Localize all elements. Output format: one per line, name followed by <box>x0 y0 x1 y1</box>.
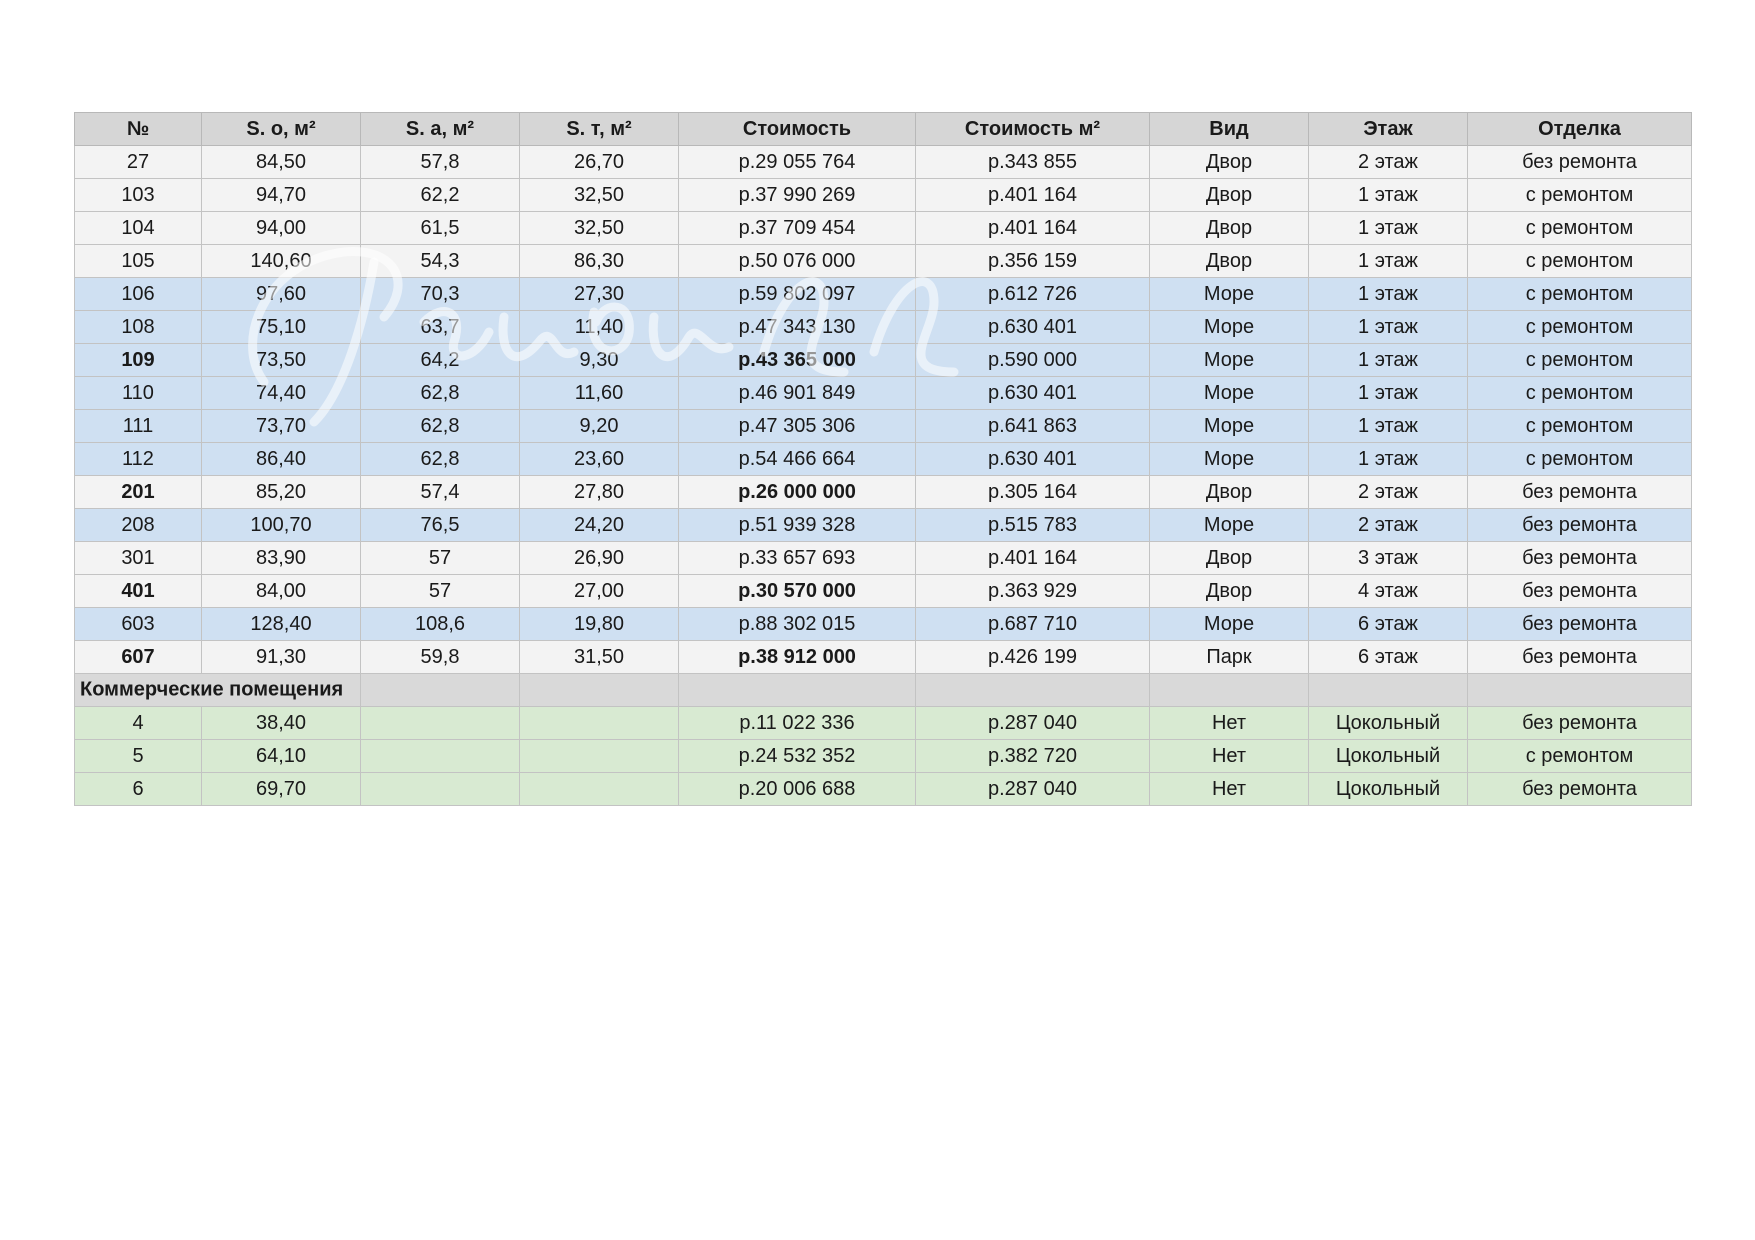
cell-number[interactable]: 110 <box>75 377 202 410</box>
cell-price[interactable]: р.20 006 688 <box>679 773 916 806</box>
cell-view[interactable]: Нет <box>1150 740 1309 773</box>
cell-number[interactable]: 103 <box>75 179 202 212</box>
cell-price-per-m2[interactable]: р.630 401 <box>916 443 1150 476</box>
cell-price-per-m2[interactable]: р.590 000 <box>916 344 1150 377</box>
cell-number[interactable]: 4 <box>75 707 202 740</box>
cell-area-total[interactable]: 94,70 <box>202 179 361 212</box>
cell-price[interactable]: р.29 055 764 <box>679 146 916 179</box>
cell-area-total[interactable]: 94,00 <box>202 212 361 245</box>
cell-area-apartment[interactable]: 62,8 <box>361 377 520 410</box>
cell-price-per-m2[interactable]: р.630 401 <box>916 377 1150 410</box>
cell-view[interactable]: Море <box>1150 509 1309 542</box>
cell-price[interactable]: р.38 912 000 <box>679 641 916 674</box>
cell-price[interactable]: р.88 302 015 <box>679 608 916 641</box>
units-body <box>75 146 1692 806</box>
cell-floor[interactable]: Цокольный <box>1309 740 1468 773</box>
cell-number[interactable]: 5 <box>75 740 202 773</box>
cell-price-per-m2[interactable]: р.287 040 <box>916 773 1150 806</box>
cell-view[interactable]: Нет <box>1150 773 1309 806</box>
cell-price[interactable]: р.37 709 454 <box>679 212 916 245</box>
cell-view[interactable]: Море <box>1150 377 1309 410</box>
cell-area-terrace[interactable]: 9,20 <box>520 410 679 443</box>
cell-floor[interactable]: 1 этаж <box>1309 179 1468 212</box>
section-empty-cell[interactable] <box>1309 674 1468 707</box>
cell-number[interactable]: 301 <box>75 542 202 575</box>
cell-price-per-m2[interactable]: р.363 929 <box>916 575 1150 608</box>
cell-number[interactable]: 6 <box>75 773 202 806</box>
table-row-commercial[interactable] <box>75 740 1692 773</box>
cell-price[interactable]: р.37 990 269 <box>679 179 916 212</box>
cell-area-apartment[interactable]: 59,8 <box>361 641 520 674</box>
cell-floor[interactable]: 4 этаж <box>1309 575 1468 608</box>
table-row[interactable] <box>75 476 1692 509</box>
cell-price-per-m2[interactable]: р.630 401 <box>916 311 1150 344</box>
cell-area-apartment[interactable]: 61,5 <box>361 212 520 245</box>
cell-floor[interactable]: 1 этаж <box>1309 410 1468 443</box>
cell-view[interactable]: Море <box>1150 443 1309 476</box>
cell-number[interactable]: 607 <box>75 641 202 674</box>
cell-price-per-m2[interactable]: р.356 159 <box>916 245 1150 278</box>
cell-price[interactable]: р.59 802 097 <box>679 278 916 311</box>
cell-number[interactable]: 109 <box>75 344 202 377</box>
cell-price-per-m2[interactable]: р.426 199 <box>916 641 1150 674</box>
cell-area-total[interactable]: 83,90 <box>202 542 361 575</box>
cell-view[interactable]: Двор <box>1150 146 1309 179</box>
cell-floor[interactable]: 2 этаж <box>1309 509 1468 542</box>
cell-finish[interactable]: с ремонтом <box>1468 377 1692 410</box>
cell-finish[interactable]: без ремонта <box>1468 773 1692 806</box>
cell-area-apartment[interactable]: 57,4 <box>361 476 520 509</box>
table-row-commercial[interactable] <box>75 707 1692 740</box>
cell-finish[interactable]: с ремонтом <box>1468 740 1692 773</box>
cell-area-total[interactable]: 84,50 <box>202 146 361 179</box>
table-row[interactable] <box>75 410 1692 443</box>
header-floor[interactable]: Этаж <box>1309 113 1468 146</box>
section-row-commercial <box>75 674 1692 707</box>
cell-number[interactable]: 106 <box>75 278 202 311</box>
cell-floor[interactable]: 1 этаж <box>1309 278 1468 311</box>
cell-price-per-m2[interactable]: р.305 164 <box>916 476 1150 509</box>
cell-area-apartment[interactable]: 64,2 <box>361 344 520 377</box>
cell-floor[interactable]: Цокольный <box>1309 773 1468 806</box>
cell-area-terrace[interactable]: 9,30 <box>520 344 679 377</box>
cell-price-per-m2[interactable]: р.287 040 <box>916 707 1150 740</box>
table-row[interactable] <box>75 278 1692 311</box>
cell-price[interactable]: р.26 000 000 <box>679 476 916 509</box>
cell-area-total[interactable]: 73,70 <box>202 410 361 443</box>
cell-area-terrace[interactable] <box>520 773 679 806</box>
cell-area-terrace[interactable]: 86,30 <box>520 245 679 278</box>
cell-number[interactable]: 27 <box>75 146 202 179</box>
cell-area-apartment[interactable] <box>361 773 520 806</box>
cell-area-apartment[interactable]: 57 <box>361 575 520 608</box>
cell-area-apartment[interactable]: 62,2 <box>361 179 520 212</box>
cell-area-total[interactable]: 75,10 <box>202 311 361 344</box>
cell-price-per-m2[interactable]: р.401 164 <box>916 542 1150 575</box>
section-label: Коммерческие помещения <box>80 678 344 701</box>
table-row[interactable] <box>75 344 1692 377</box>
cell-price[interactable]: р.30 570 000 <box>679 575 916 608</box>
cell-view[interactable]: Море <box>1150 608 1309 641</box>
cell-area-terrace[interactable]: 11,60 <box>520 377 679 410</box>
header-view[interactable]: Вид <box>1150 113 1309 146</box>
cell-finish[interactable]: с ремонтом <box>1468 443 1692 476</box>
section-empty-cell[interactable] <box>520 674 679 707</box>
cell-area-terrace[interactable] <box>520 707 679 740</box>
cell-area-terrace[interactable]: 11,40 <box>520 311 679 344</box>
section-empty-cell[interactable] <box>1468 674 1692 707</box>
cell-floor[interactable]: 2 этаж <box>1309 476 1468 509</box>
section-empty-cell[interactable] <box>361 674 520 707</box>
cell-number[interactable]: 112 <box>75 443 202 476</box>
cell-finish[interactable]: с ремонтом <box>1468 344 1692 377</box>
cell-area-apartment[interactable]: 57,8 <box>361 146 520 179</box>
cell-number[interactable]: 201 <box>75 476 202 509</box>
cell-price[interactable]: р.47 305 306 <box>679 410 916 443</box>
cell-area-total[interactable]: 69,70 <box>202 773 361 806</box>
cell-view[interactable]: Двор <box>1150 212 1309 245</box>
cell-area-apartment[interactable]: 70,3 <box>361 278 520 311</box>
cell-finish[interactable]: с ремонтом <box>1468 179 1692 212</box>
cell-area-terrace[interactable] <box>520 740 679 773</box>
cell-price[interactable]: р.24 532 352 <box>679 740 916 773</box>
cell-floor[interactable]: 2 этаж <box>1309 146 1468 179</box>
cell-number[interactable]: 111 <box>75 410 202 443</box>
cell-area-total[interactable]: 74,40 <box>202 377 361 410</box>
cell-finish[interactable]: без ремонта <box>1468 542 1692 575</box>
cell-area-apartment[interactable]: 62,8 <box>361 443 520 476</box>
cell-area-total[interactable]: 86,40 <box>202 443 361 476</box>
cell-view[interactable]: Море <box>1150 278 1309 311</box>
cell-area-apartment[interactable] <box>361 707 520 740</box>
table-row[interactable] <box>75 542 1692 575</box>
cell-view[interactable]: Двор <box>1150 476 1309 509</box>
table-row[interactable] <box>75 179 1692 212</box>
cell-price-per-m2[interactable]: р.382 720 <box>916 740 1150 773</box>
cell-price[interactable]: р.54 466 664 <box>679 443 916 476</box>
cell-finish[interactable]: без ремонта <box>1468 608 1692 641</box>
cell-floor[interactable]: Цокольный <box>1309 707 1468 740</box>
cell-price[interactable]: р.43 365 000 <box>679 344 916 377</box>
cell-price-per-m2[interactable]: р.612 726 <box>916 278 1150 311</box>
cell-price-per-m2[interactable]: р.687 710 <box>916 608 1150 641</box>
cell-floor[interactable]: 1 этаж <box>1309 212 1468 245</box>
section-empty-cell[interactable] <box>1150 674 1309 707</box>
cell-area-total[interactable]: 140,60 <box>202 245 361 278</box>
cell-view[interactable]: Море <box>1150 344 1309 377</box>
cell-area-terrace[interactable]: 31,50 <box>520 641 679 674</box>
cell-number[interactable]: 104 <box>75 212 202 245</box>
cell-number[interactable]: 401 <box>75 575 202 608</box>
cell-number[interactable]: 108 <box>75 311 202 344</box>
cell-price-per-m2[interactable]: р.343 855 <box>916 146 1150 179</box>
cell-area-apartment[interactable]: 54,3 <box>361 245 520 278</box>
cell-view[interactable]: Море <box>1150 311 1309 344</box>
cell-area-terrace[interactable]: 24,20 <box>520 509 679 542</box>
header-row <box>75 113 1692 146</box>
cell-floor[interactable]: 1 этаж <box>1309 443 1468 476</box>
cell-area-apartment[interactable]: 57 <box>361 542 520 575</box>
header-area-total[interactable]: S. о, м² <box>202 113 361 146</box>
cell-price[interactable]: р.50 076 000 <box>679 245 916 278</box>
cell-view[interactable]: Двор <box>1150 575 1309 608</box>
cell-area-apartment[interactable] <box>361 740 520 773</box>
table-row[interactable] <box>75 245 1692 278</box>
cell-area-total[interactable]: 38,40 <box>202 707 361 740</box>
cell-view[interactable]: Двор <box>1150 542 1309 575</box>
units-table <box>74 112 1692 806</box>
cell-area-terrace[interactable]: 27,00 <box>520 575 679 608</box>
cell-finish[interactable]: без ремонта <box>1468 575 1692 608</box>
cell-floor[interactable]: 3 этаж <box>1309 542 1468 575</box>
header-finish[interactable]: Отделка <box>1468 113 1692 146</box>
cell-finish[interactable]: без ремонта <box>1468 641 1692 674</box>
cell-area-terrace[interactable]: 19,80 <box>520 608 679 641</box>
cell-finish[interactable]: с ремонтом <box>1468 278 1692 311</box>
header-area-terrace[interactable]: S. т, м² <box>520 113 679 146</box>
header-area-apartment[interactable]: S. а, м² <box>361 113 520 146</box>
cell-price-per-m2[interactable]: р.641 863 <box>916 410 1150 443</box>
cell-area-terrace[interactable]: 27,80 <box>520 476 679 509</box>
table-row[interactable] <box>75 377 1692 410</box>
cell-finish[interactable]: с ремонтом <box>1468 410 1692 443</box>
price-sheet <box>74 112 1691 806</box>
header-price-per-m2[interactable]: Стоимость м² <box>916 113 1150 146</box>
section-empty-cell[interactable] <box>679 674 916 707</box>
cell-floor[interactable]: 1 этаж <box>1309 311 1468 344</box>
cell-price[interactable]: р.51 939 328 <box>679 509 916 542</box>
cell-price[interactable]: р.47 343 130 <box>679 311 916 344</box>
cell-finish[interactable]: без ремонта <box>1468 509 1692 542</box>
cell-area-total[interactable]: 64,10 <box>202 740 361 773</box>
table-row[interactable] <box>75 212 1692 245</box>
cell-area-terrace[interactable]: 23,60 <box>520 443 679 476</box>
cell-finish[interactable]: без ремонта <box>1468 146 1692 179</box>
cell-view[interactable]: Море <box>1150 410 1309 443</box>
cell-number[interactable]: 603 <box>75 608 202 641</box>
cell-view[interactable]: Парк <box>1150 641 1309 674</box>
cell-area-total[interactable]: 97,60 <box>202 278 361 311</box>
cell-price[interactable]: р.46 901 849 <box>679 377 916 410</box>
cell-finish[interactable]: без ремонта <box>1468 476 1692 509</box>
cell-view[interactable]: Двор <box>1150 179 1309 212</box>
cell-floor[interactable]: 6 этаж <box>1309 608 1468 641</box>
cell-price[interactable]: р.33 657 693 <box>679 542 916 575</box>
section-empty-cell[interactable] <box>916 674 1150 707</box>
header-number[interactable]: № <box>75 113 202 146</box>
cell-finish[interactable]: без ремонта <box>1468 707 1692 740</box>
table-row[interactable] <box>75 608 1692 641</box>
cell-area-apartment[interactable]: 63,7 <box>361 311 520 344</box>
table-row[interactable] <box>75 443 1692 476</box>
table-row-commercial[interactable] <box>75 773 1692 806</box>
section-label-cell[interactable] <box>75 674 361 707</box>
header-price[interactable]: Стоимость <box>679 113 916 146</box>
cell-view[interactable]: Двор <box>1150 245 1309 278</box>
table-row[interactable] <box>75 575 1692 608</box>
cell-floor[interactable]: 1 этаж <box>1309 245 1468 278</box>
table-row[interactable] <box>75 641 1692 674</box>
cell-floor[interactable]: 1 этаж <box>1309 344 1468 377</box>
cell-area-total[interactable]: 73,50 <box>202 344 361 377</box>
cell-area-terrace[interactable]: 32,50 <box>520 179 679 212</box>
cell-area-total[interactable]: 128,40 <box>202 608 361 641</box>
cell-view[interactable]: Нет <box>1150 707 1309 740</box>
cell-finish[interactable]: с ремонтом <box>1468 245 1692 278</box>
cell-area-total[interactable]: 85,20 <box>202 476 361 509</box>
cell-area-total[interactable]: 100,70 <box>202 509 361 542</box>
cell-number[interactable]: 105 <box>75 245 202 278</box>
cell-area-total[interactable]: 91,30 <box>202 641 361 674</box>
cell-price-per-m2[interactable]: р.401 164 <box>916 179 1150 212</box>
table-row[interactable] <box>75 509 1692 542</box>
table-row[interactable] <box>75 146 1692 179</box>
cell-area-terrace[interactable]: 32,50 <box>520 212 679 245</box>
cell-area-terrace[interactable]: 27,30 <box>520 278 679 311</box>
cell-finish[interactable]: с ремонтом <box>1468 212 1692 245</box>
cell-price-per-m2[interactable]: р.515 783 <box>916 509 1150 542</box>
cell-area-apartment[interactable]: 62,8 <box>361 410 520 443</box>
cell-floor[interactable]: 1 этаж <box>1309 377 1468 410</box>
table-row[interactable] <box>75 311 1692 344</box>
cell-price[interactable]: р.11 022 336 <box>679 707 916 740</box>
cell-area-total[interactable]: 84,00 <box>202 575 361 608</box>
cell-finish[interactable]: с ремонтом <box>1468 311 1692 344</box>
cell-area-terrace[interactable]: 26,70 <box>520 146 679 179</box>
cell-price-per-m2[interactable]: р.401 164 <box>916 212 1150 245</box>
cell-area-apartment[interactable]: 108,6 <box>361 608 520 641</box>
cell-area-terrace[interactable]: 26,90 <box>520 542 679 575</box>
cell-area-apartment[interactable]: 76,5 <box>361 509 520 542</box>
cell-floor[interactable]: 6 этаж <box>1309 641 1468 674</box>
cell-number[interactable]: 208 <box>75 509 202 542</box>
